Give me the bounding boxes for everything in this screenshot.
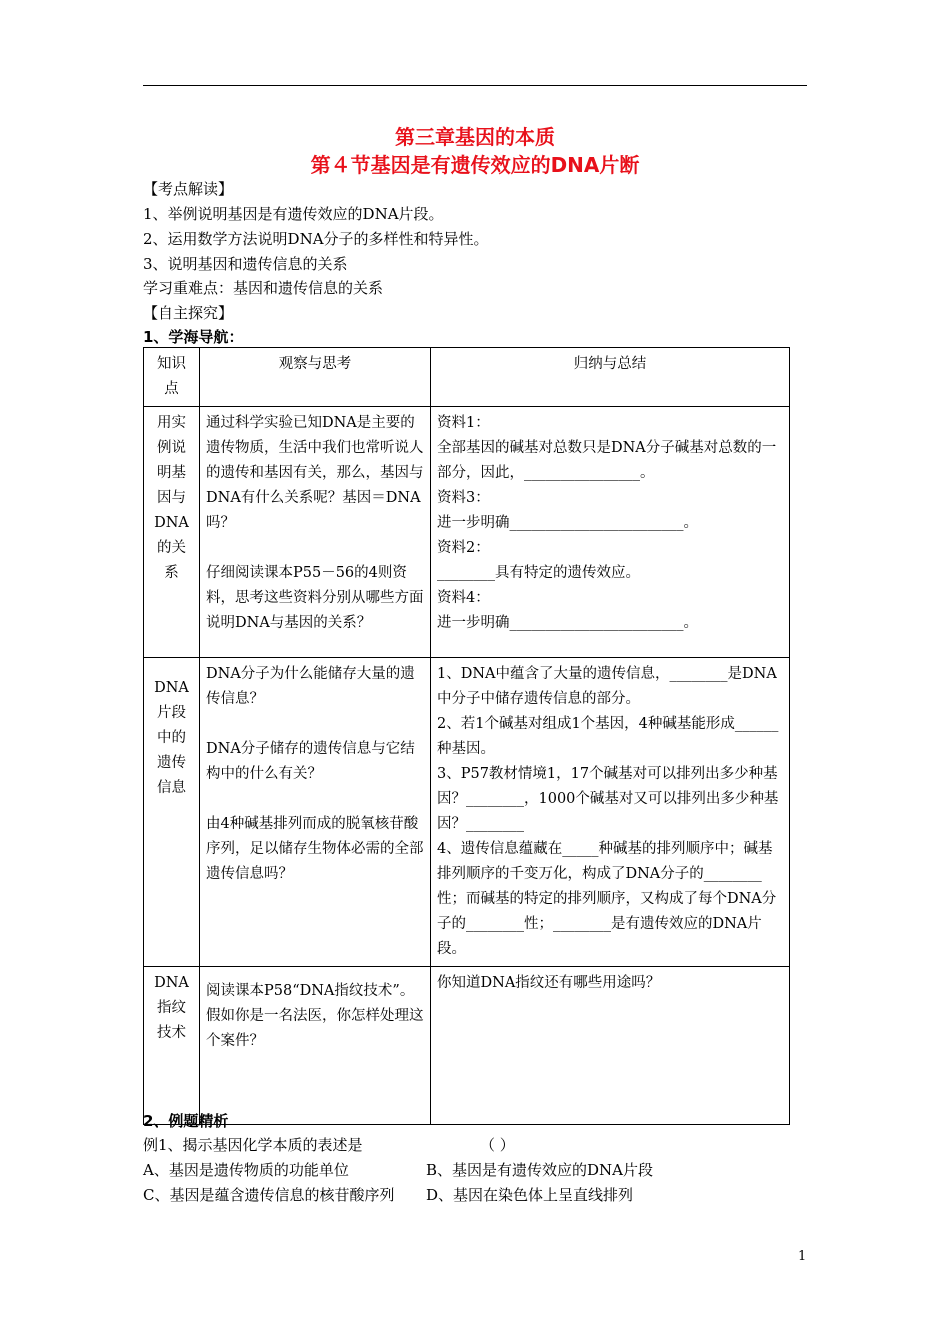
topic-cell: DNA片段中的遗传信息: [144, 658, 200, 967]
key-points: 学习重难点：基因和遗传信息的关系: [143, 279, 384, 297]
summary-line: 进一步明确________________________。: [437, 615, 698, 631]
topic-cell: 用实例说明基因与DNA的关系: [144, 407, 200, 658]
summary-line: 全部基因的碱基对总数只是DNA分子碱基对总数的一部分，因此，________________。: [437, 440, 777, 481]
kaodian-item-1: 1、举例说明基因是有遗传效应的DNA片段。: [143, 205, 444, 223]
summary-cell: [431, 967, 790, 1125]
think-text: DNA分子为什么能储存大量的遗传信息？: [206, 666, 415, 707]
think-text: 由4种碱基排列而成的脱氧核苷酸序列，足以储存生物体必需的全部遗传信息吗？: [206, 816, 424, 882]
kaodian-item-3: 3、说明基因和遗传信息的关系: [143, 255, 348, 273]
page-number: 1: [798, 1249, 807, 1264]
header-rule: [143, 85, 807, 86]
summary-line: 进一步明确________________________。: [437, 515, 698, 531]
summary-cell: [431, 658, 790, 967]
option-d: D、基因在染色体上呈直线排列: [426, 1186, 634, 1204]
option-a: A、基因是遗传物质的功能单位: [143, 1161, 349, 1179]
think-text: 假如你是一名法医，你怎样处理这个案件？: [206, 1008, 424, 1049]
option-c: C、基因是蕴含遗传信息的核苷酸序列: [143, 1186, 395, 1204]
summary-line: 3、P57教材情境1，17个碱基对可以排列出多少种基因？________，1000个碱基对又可以排列出多少种基因？________: [437, 766, 779, 832]
think-text: DNA分子储存的遗传信息与它结构中的什么有关？: [206, 741, 415, 782]
think-cell: [200, 407, 431, 658]
header-think: 观察与思考: [200, 348, 431, 407]
summary-line: 你知道DNA指纹还有哪些用途吗？: [437, 975, 661, 991]
summary-cell: [431, 407, 790, 658]
think-cell: [200, 967, 431, 1125]
answer-paren: （ ）: [480, 1136, 515, 1154]
table-row: [144, 407, 790, 658]
summary-line: 资料1：: [437, 415, 490, 431]
summary-line: 资料2：: [437, 540, 490, 556]
think-text: 阅读课本P58“DNA指纹技术”。: [206, 983, 415, 999]
summary-line: 资料3：: [437, 490, 490, 506]
kaodian-item-2: 2、运用数学方法说明DNA分子的多样性和特异性。: [143, 230, 489, 248]
chapter-title: 第三章基因的本质: [395, 125, 555, 149]
study-table: [143, 347, 790, 1125]
table-row: [144, 967, 790, 1125]
section-title: 第４节基因是有遗传效应的DNA片断: [310, 153, 640, 177]
summary-line: 1、DNA中蕴含了大量的遗传信息，________是DNA中分子中储存遗传信息的部分。: [437, 666, 777, 707]
kaodian-heading: 【考点解读】: [143, 180, 234, 198]
summary-line: 2、若1个碱基对组成1个基因，4种碱基能形成______种基因。: [437, 716, 779, 757]
example-question: 例1、揭示基因化学本质的表述是: [143, 1136, 363, 1154]
think-cell: [200, 658, 431, 967]
table-header-row: [144, 348, 790, 407]
header-topic: 知识点: [144, 348, 200, 407]
xuehai-subheading: 1、学海导航：: [143, 328, 244, 346]
examples-heading: 2、例题精析: [143, 1112, 229, 1130]
zizhu-heading: 【自主探究】: [143, 304, 234, 322]
option-b: B、基因是有遗传效应的DNA片段: [426, 1161, 654, 1179]
header-summary: 归纳与总结: [431, 348, 790, 407]
table-row: [144, 658, 790, 967]
summary-line: 资料4：: [437, 590, 490, 606]
think-text: 仔细阅读课本P55－56的4则资料，思考这些资料分别从哪些方面说明DNA与基因的关系？: [206, 565, 424, 631]
summary-line: 4、遗传信息蕴藏在_____种碱基的排列顺序中；碱基排列顺序的千变万化，构成了DNA分子的________性；而碱基的特定的排列顺序，又构成了每个DNA分子的________性；________是有遗传效应的DNA片段。: [437, 841, 777, 957]
topic-cell: DNA指纹技术: [144, 967, 200, 1125]
summary-line: ________具有特定的遗传效应。: [437, 565, 640, 581]
think-text: 通过科学实验已知DNA是主要的遗传物质，生活中我们也常听说人的遗传和基因有关，那么，基因与DNA有什么关系呢？基因＝DNA吗？: [206, 415, 424, 531]
